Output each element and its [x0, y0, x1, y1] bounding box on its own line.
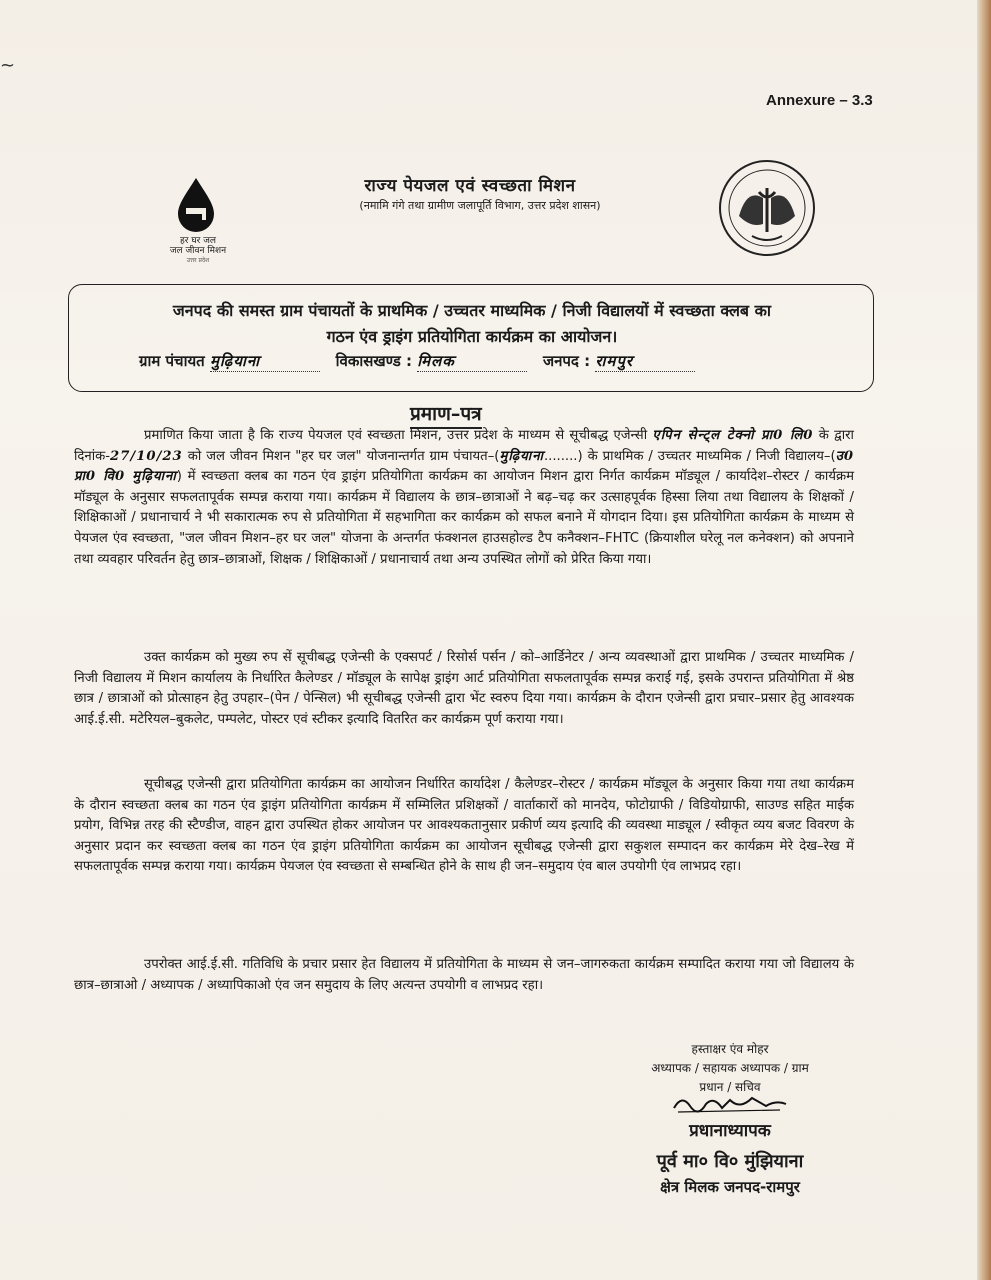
vikaskhand-label: विकासखण्ड :: [335, 352, 413, 370]
p3-text: सूचीबद्ध एजेन्सी द्वारा प्रतियोगिता कार्यक्रम का आयोजन निर्धारित कार्यादेश / कैलेण्डर–रोस्टर / कार्यक्रम मॉड्यूल के अनुसार किया गया तथा कार्यक्रम के दौरान स्वच्छता क्लब का गठन एंव ड्राइंग प्रतियोगिता कार्यक्रम में सम्मिलित प्रशिक्षकों / वार्ताकारों को मानदेय, फोटोग्राफी / विडियोग्राफी, साउण्ड सहित माईक प्रयोग, विभिन्न तरह की स्टैण्डीज, वाहन द्वारा उपस्थित होकर आयोजन पर आवश्यकतानुसार प्रकीर्ण व्यय इत्यादि की व्यवस्था माड्यूल / स्वीकृत व्यय बजट विवरण के अनुसार प्रदान कर स्वच्छता क्लब का गठन एंव ड्राइंग प्रतियोगिता कार्यक्रम का आयोजन सूचीबद्ध एजेन्सी द्वारा सकुशल सम्पादन कर कार्यक्रम मेरे देख–रेख में सफलतापूर्वक सम्पन्न कराया गया। कार्यक्रम पेयजल एंव स्वच्छता से सम्बन्धित होने के साथ ही जन–समुदाय एंव बाल उपयोगी एंव लाभप्रद रहा।: [74, 777, 854, 875]
page-edge: [977, 0, 991, 1280]
program-banner: [68, 284, 874, 392]
p1-text-f: ) में स्वच्छता क्लब का गठन एंव ड्राइंग प्रतियोगिता कार्यक्रम का आयोजन मिशन द्वारा निर्गत कार्यक्रम मॉड्यूल / कार्यादेश–रोस्टर / कार्यक्रम मॉड्यूल के अनुसार सफलतापूर्वक सम्पन्न कराया गया। कार्यक्रम में विद्यालय के छात्र–छात्राओं ने बढ़–चढ़ कर उत्साहपूर्वक हिस्सा लिया तथा विद्यालय के शिक्षकों / शिक्षिकाओं / प्रधानाचार्य ने भी सकारात्मक रुप से प्रतियोगिता में सहभागिता कर कार्यक्रम को सफल बनाने में योगदान दिया। इस प्रतियोगिता कार्यक्रम के माध्यम से पेयजल एंव स्वच्छता, "जल जीवन मिशन–हर घर जल" योजना के अन्तर्गत फंक्शनल हाउसहोल्ड टैप कनैक्शन–FHTC (क्रियाशील घरेलू नल कनेक्शन) को अपनाने तथा व्यवहार परिवर्तन हेतु छात्र–छात्राओं, शिक्षक / शिक्षिकाओं / प्रधानाचार्य तथा अन्य उपस्थित लोगों को प्रेरित किया गया।: [74, 469, 854, 567]
certificate-title: प्रमाण–पत्र: [410, 400, 482, 429]
logo-caption-3: उत्तर प्रदेश: [186, 257, 210, 264]
date-value: 27/10/23: [110, 448, 183, 464]
header-title: राज्य पेयजल एवं स्वच्छता मिशन: [364, 176, 576, 196]
paragraph-4: [74, 955, 854, 996]
stamp-line-1: प्रधानाध्यापक: [689, 1121, 771, 1141]
paragraph-3: [74, 775, 854, 878]
signature-line-1: हस्ताक्षर एंव मोहर: [691, 1042, 769, 1056]
janpad-label: जनपद :: [542, 352, 591, 370]
p1-text-e: ........) के प्राथमिक / उच्चतर माध्यमिक / निजी विद्यालय–(: [543, 448, 836, 464]
handwritten-signature: [670, 1090, 790, 1116]
gram-panchayat-value: मुढ़ियाना: [210, 351, 320, 372]
paragraph-1: [74, 426, 854, 570]
p1-text-c: को जल जीवन मिशन "हर घर जल" योजनान्तर्गत ग्राम पंचायत–(: [187, 448, 500, 464]
banner-fields: [139, 351, 695, 372]
p4-text: उपरोक्त आई.ई.सी. गतिविधि के प्रचार प्रसार हेत विद्यालय में प्रतियोगिता के माध्यम से जन–जागरुकता कार्यक्रम सम्पादित कराया गया जो विद्यालय के छात्र–छात्राओ / अध्यापक / अध्यापिकाओ एंव जन समुदाय के लिए अत्यन्त उपयोगी व लाभप्रद रहा।: [74, 957, 854, 993]
school-value: उ0 प्रा0 वि0 मुढ़ियाना: [74, 448, 854, 485]
annexure-label: Annexure – 3.3: [766, 92, 873, 109]
agency-value: एपिन सेन्ट्ल टेक्नो प्रा0 लि0: [652, 428, 814, 443]
stamp-line-2: पूर्व मा० वि० मुंझियाना: [656, 1151, 804, 1172]
logo-caption-2: जल जीवन मिशन: [169, 246, 227, 256]
gram-panchayat-label: ग्राम पंचायत: [139, 352, 205, 370]
janpad-value: रामपुर: [595, 351, 695, 372]
headmaster-stamp: [600, 1118, 860, 1197]
banner-line-1: जनपद की समस्त ग्राम पंचायतों के प्राथमिक / उच्चतर माध्यमिक / निजी विद्यालयों में स्वच्छता क्लब का: [172, 301, 772, 320]
up-government-emblem-icon: [717, 158, 817, 258]
signature-line-3: प्रधान / सचिव: [699, 1080, 761, 1094]
p1-text-b: के द्वारा दिनांक-: [74, 428, 854, 464]
jal-jeevan-mission-logo: [158, 176, 238, 268]
vikaskhand-value: मिलक: [417, 351, 527, 372]
header-subtitle: (नमामि गंगे तथा ग्रामीण जलापूर्ति विभाग, उत्तर प्रदेश शासन): [359, 199, 601, 212]
logo-caption-1: हर घर जल: [180, 236, 216, 246]
p1-text-a: प्रमाणित किया जाता है कि राज्य पेयजल एवं स्वच्छता मिशन, उत्तर प्रदेश के माध्यम से सूचीबद्ध एजेन्सी: [144, 428, 648, 443]
water-drop-icon: [172, 176, 220, 232]
paragraph-2: [74, 648, 854, 730]
signature-line-2: अध्यापक / सहायक अध्यापक / ग्राम: [651, 1061, 809, 1075]
banner-line-2: गठन एंव ड्राइंग प्रतियोगिता कार्यक्रम का आयोजन।: [326, 327, 618, 346]
stamp-line-3: क्षेत्र मिलक जनपद-रामपुर: [660, 1178, 800, 1196]
p2-text: उक्त कार्यक्रम को मुख्य रुप सें सूचीबद्ध एजेन्सी के एक्सपर्ट / रिसोर्स पर्सन / को–आर्डिनेटर / अन्य व्यवस्थाओं द्वारा प्राथमिक / उच्चतर माध्यमिक / निजी विद्यालय में मिशन कार्यालय के निर्धारित कैलेण्डर / मॉड्यूल के सापेक्ष ड्राइंग आर्ट प्रतियोगिता सफलतापूर्वक सम्पन्न कराई गई, इसके उपरान्त प्रतियोगिता में श्रेष्ठ छात्र / छात्राओं को प्रोत्साहन हेतु उपहार–(पेन / पेन्सिल) भी सूचीबद्ध एजेन्सी द्वारा भेंट स्वरुप दिया गया। कार्यक्रम के दौरान एजेन्सी द्वारा प्रचार–प्रसार हेतु आवश्यक आई.ई.सी. मटेरियल–बुकलेट, पम्पलेट, पोस्टर एवं स्टीकर इत्यादि वितरित कर कार्यक्रम पूर्ण कराया गया।: [74, 650, 854, 727]
gram-panchayat-handwritten: मुढ़ियाना: [499, 448, 544, 464]
fold-mark: ~: [0, 55, 16, 76]
signature-block: [600, 1040, 860, 1097]
